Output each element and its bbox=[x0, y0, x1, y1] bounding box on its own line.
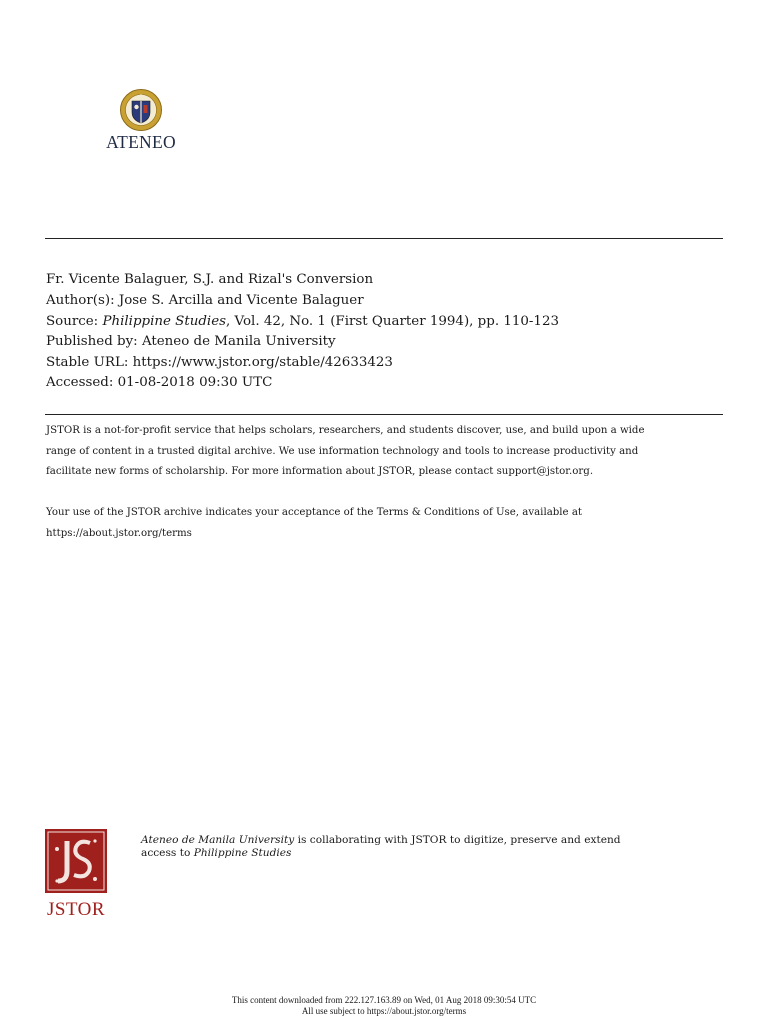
download-footer-line: This content downloaded from 222.127.163.89 on Wed, 01 Aug 2018 09:30:54 UTC bbox=[231, 995, 537, 1005]
jstor-logo-mark bbox=[45, 829, 107, 893]
authors-line: Author(s): Jose S. Arcilla and Vicente Balaguer bbox=[46, 293, 364, 308]
stable-url-link[interactable]: https://www.jstor.org/stable/42633423 bbox=[132, 355, 393, 370]
accessed-value: 01-08-2018 09:30 UTC bbox=[117, 375, 273, 390]
source-line: Source: Philippine Studies, Vol. 42, No. 1 (First Quarter 1994), pp. 110-123 bbox=[46, 314, 559, 329]
ateneo-logo-text: ATENEO bbox=[106, 132, 176, 152]
middle-divider bbox=[45, 414, 723, 415]
jstor-logo-text: JSTOR bbox=[46, 899, 106, 920]
stable-url-line: Stable URL: https://www.jstor.org/stable/42633423 bbox=[46, 355, 393, 370]
collab-journal: Philippine Studies bbox=[193, 847, 292, 859]
article-title: Fr. Vicente Balaguer, S.J. and Rizal's Conversion bbox=[46, 272, 374, 287]
journal-name: Philippine Studies bbox=[102, 314, 227, 329]
terms-footer-line: All use subject to https://about.jstor.org/terms bbox=[301, 1006, 467, 1016]
top-divider bbox=[45, 238, 723, 239]
jstor-notice-paragraph: JSTOR is a not-for-profit service that helps scholars, researchers, and students discover, use, and build upon a wide range of content in a trusted digital archive. We use information technology and tools to increase productivity and facilitate new forms of scholarship. For more information about JSTOR, please contact support@jstor.org. bbox=[46, 425, 645, 477]
collaboration-statement-line2: access to Philippine Studies bbox=[141, 847, 292, 859]
publisher-line: Published by: Ateneo de Manila University bbox=[46, 334, 336, 349]
authors-value: Jose S. Arcilla and Vicente Balaguer bbox=[118, 293, 364, 308]
collaboration-statement: Ateneo de Manila University is collaborating with JSTOR to digitize, preserve and extend bbox=[141, 834, 621, 846]
publisher-value: Ateneo de Manila University bbox=[141, 334, 336, 349]
collab-institution: Ateneo de Manila University bbox=[141, 834, 295, 846]
accessed-line: Accessed: 01-08-2018 09:30 UTC bbox=[46, 375, 273, 390]
terms-notice-paragraph: Your use of the JSTOR archive indicates your acceptance of the Terms & Conditions of Use, available at https://about.jstor.org/terms bbox=[46, 503, 726, 544]
terms-link[interactable]: https://about.jstor.org/terms bbox=[46, 527, 192, 539]
ateneo-seal-logo bbox=[119, 88, 163, 132]
